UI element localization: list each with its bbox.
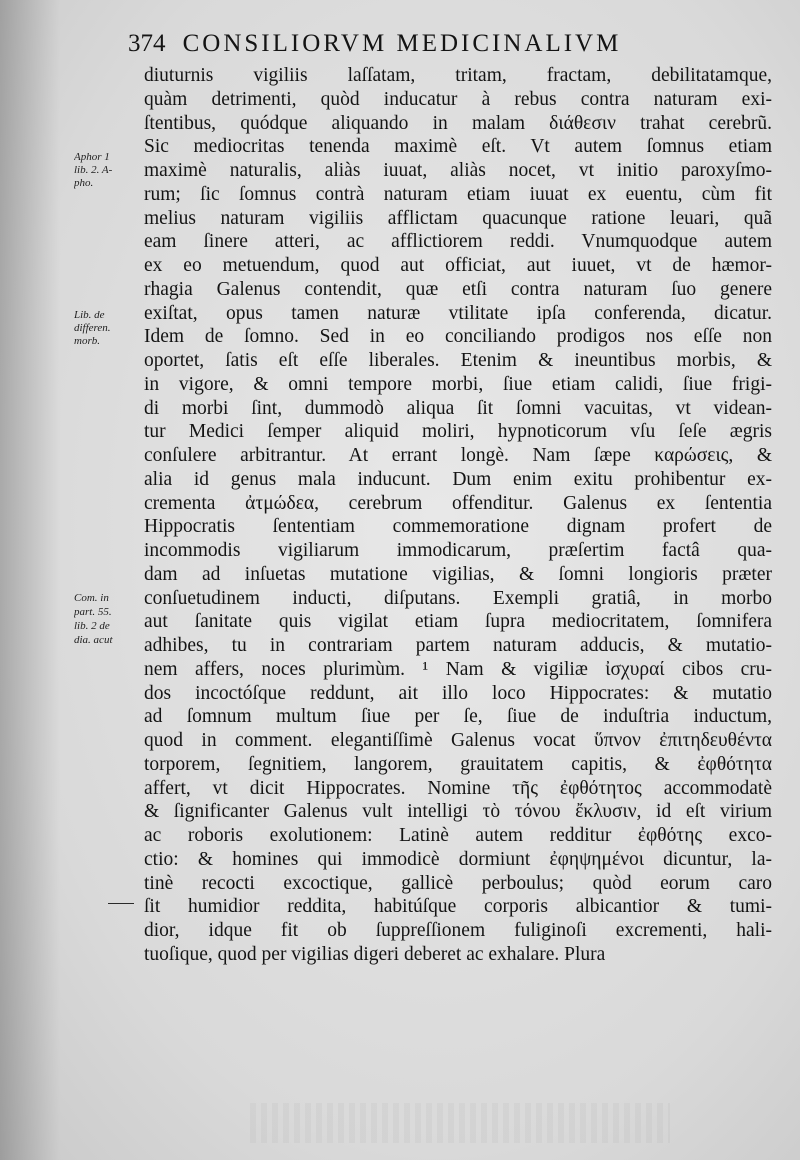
page-number: 374 bbox=[128, 30, 166, 57]
text-line: incommodis vigiliarum immodicarum, præſertim factâ qua- bbox=[144, 540, 772, 561]
text-line: & ſignificanter Galenus vult intelligi τὸ τόνου ἔκλυσιν, id eſt virium bbox=[144, 801, 772, 823]
text-line: quàm detrimenti, quòd inducatur à rebus contra naturam exi- bbox=[144, 88, 772, 110]
text-line: ad ſomnum multum ſiue per ſe, ſiue de induſtria inductum, bbox=[144, 706, 772, 728]
margin-note: lib. 2. A- bbox=[74, 164, 113, 176]
text-line: exiſtat, opus tamen naturæ vtilitate ipſa conferenda, dicatur. bbox=[144, 302, 772, 324]
text-line: Idem de ſomno. Sed in eo conciliando prodigos nos eſſe non bbox=[144, 326, 772, 348]
text-line: rhagia Galenus contendit, quæ etſi contra naturam ſuo genere bbox=[144, 278, 772, 300]
text-line: tinè recocti excoctique, gallicè perboulus; quòd eorum caro bbox=[144, 872, 772, 894]
margin-note: lib. 2 de bbox=[74, 620, 110, 632]
text-line: maximè naturalis, aliàs iuuat, aliàs nocet, vt initio paroxyſmo- bbox=[144, 160, 772, 181]
text-line: affert, vt dicit Hippocrates. Nomine τῆς ἐφθότητος accommodatè bbox=[144, 777, 772, 799]
text-line: dior, idque fit ob ſuppreſſionem fuliginoſi excrementi, hali- bbox=[144, 920, 772, 941]
margin-note: Aphor 1 bbox=[74, 151, 110, 163]
text-line: Hippocratis ſententiam commemoratione dignam profert de bbox=[144, 516, 772, 538]
margin-note: pho. bbox=[74, 177, 94, 189]
gutter-shadow bbox=[0, 0, 60, 1160]
text-line: ctio: & homines qui immodicè dormiunt ἐφηψημένοι dicuntur, la- bbox=[144, 848, 772, 870]
text-line: ſtentibus, quódque aliquando in malam διάθεσιν trahat cerebrũ. bbox=[144, 112, 772, 134]
text-line: nem affers, noces plurimùm. ¹ Nam & vigiliæ ἰσχυραί cibos cru- bbox=[144, 658, 772, 680]
text-line: quod in comment. elegantiſſimè Galenus vocat ὕπνον ἐπιτηδευθέντα bbox=[144, 730, 772, 751]
text-line: alia id genus mala inducunt. Dum enim exitu prohibentur ex- bbox=[144, 468, 772, 490]
text-line: eam ſinere atteri, ac afflictiorem reddi. Vnumquodque autem bbox=[144, 231, 772, 253]
margin-note: Com. in bbox=[74, 592, 109, 604]
margin-note: morb. bbox=[74, 335, 100, 347]
text-line: conſulere arbitrantur. At errant longè. Nam ſæpe καρώσεις, & bbox=[144, 445, 772, 466]
show-through-bleed bbox=[250, 1103, 670, 1143]
text-line: aut ſanitate quis vigilat etiam ſupra mediocritatem, ſomnifera bbox=[144, 611, 772, 633]
margin-note: dia. acut bbox=[74, 634, 113, 646]
text-line: melius naturam vigiliis afflictam quacunque ratione leuari, quã bbox=[144, 207, 772, 229]
running-head: CONSILIORVM MEDICINALIVM bbox=[182, 30, 622, 57]
text-line: adhibes, tu in contrariam partem naturam adducis, & mutatio- bbox=[144, 635, 772, 656]
text-line: ac roboris exolutionem: Latinè autem redditur ἐφθότης exco- bbox=[144, 825, 772, 846]
text-line: conſuetudinem inducti, diſputans. Exempli gratiâ, in morbo bbox=[144, 587, 772, 609]
margin-dash bbox=[108, 903, 134, 904]
text-line: dos incoctóſque reddunt, ait illo loco Hippocrates: & mutatio bbox=[144, 682, 772, 704]
text-line: rum; ſic ſomnus contrà naturam etiam iuuat ex euentu, cùm fit bbox=[144, 183, 772, 205]
margin-note: Lib. de bbox=[74, 309, 105, 321]
text-line: ex eo metuendum, quod aut officiat, aut iuuet, vt de hæmor- bbox=[144, 255, 772, 276]
text-line: crementa ἀτμώδεα, cerebrum offenditur. Galenus ex ſententia bbox=[144, 492, 772, 514]
text-line: tur Medici ſemper aliquid moliri, hypnoticorum vſu ſeſe ægris bbox=[144, 421, 772, 443]
text-line: diuturnis vigiliis laſſatam, tritam, fractam, debilitatamque, bbox=[144, 65, 772, 86]
text-line: oportet, ſatis eſt eſſe liberales. Etenim & ineuntibus morbis, & bbox=[144, 350, 772, 371]
text-line: ſit humidior reddita, habitúſque corporis albicantior & tumi- bbox=[144, 896, 772, 918]
text-line: tuoſique, quod per vigilias digeri deberet ac exhalare. Plura bbox=[144, 943, 606, 965]
text-line: dam ad inſuetas mutatione vigilias, & ſomni longioris præter bbox=[144, 563, 772, 585]
text-line: Sic mediocritas tenenda maximè eſt. Vt autem ſomnus etiam bbox=[144, 136, 772, 158]
margin-note: differen. bbox=[74, 322, 111, 334]
text-line: torporem, ſegnitiem, langorem, grauitatem capitis, & ἐφθότητα bbox=[144, 753, 772, 775]
margin-note: part. 55. bbox=[74, 606, 112, 618]
text-line: di morbi ſint, dummodò aliqua ſit ſomni vacuitas, vt videan- bbox=[144, 397, 772, 419]
body-text bbox=[144, 64, 772, 967]
text-line: in vigore, & omni tempore morbi, ſiue etiam calidi, ſiue frigi- bbox=[144, 373, 772, 395]
